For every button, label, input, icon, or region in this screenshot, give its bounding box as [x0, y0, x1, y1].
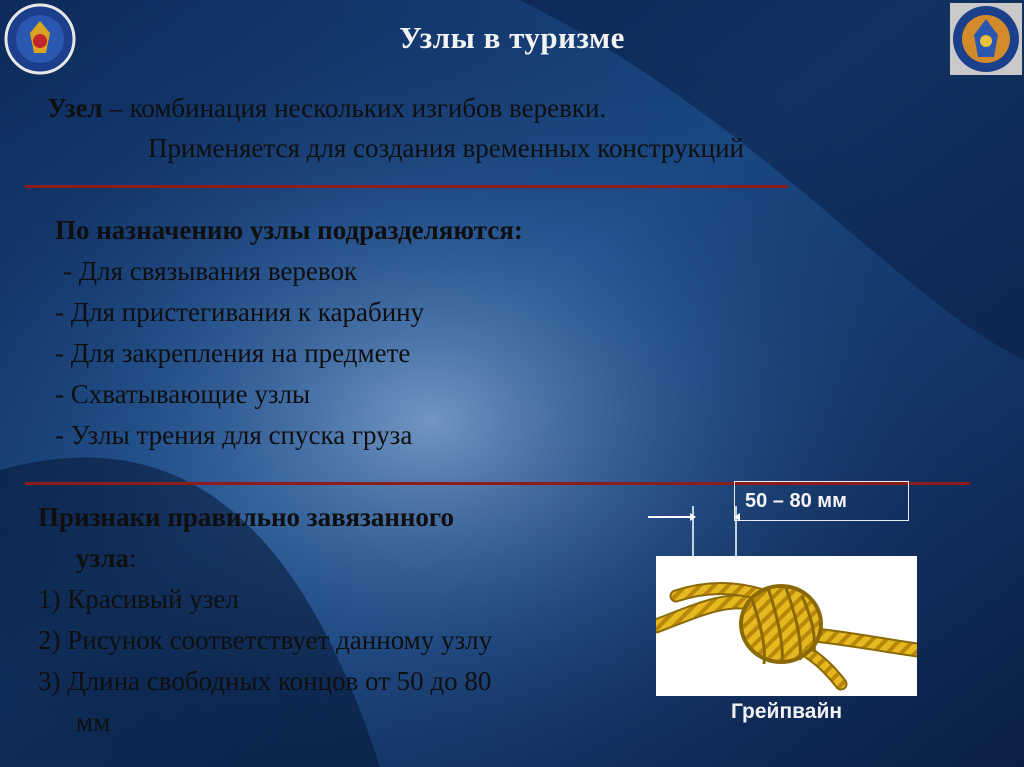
signs-item: 2) Рисунок соответствует данному узлу [38, 625, 493, 655]
page-title: Узлы в туризме [399, 20, 625, 55]
dimension-arrows-icon [640, 490, 760, 560]
definition-text: – комбинация нескольких изгибов веревки. [102, 93, 607, 123]
signs-item-continuation: мм [76, 707, 111, 737]
categories-item: - Для пристегивания к карабину [55, 297, 425, 327]
definition-term: Узел [47, 93, 103, 123]
categories-item: - Узлы трения для спуска груза [55, 420, 413, 450]
signs-heading-colon: : [129, 543, 137, 573]
signs-heading-word: узла [76, 543, 129, 573]
categories-item: - Для закрепления на предмете [55, 338, 411, 368]
divider-line [25, 185, 788, 188]
categories-heading: По назначению узлы подразделяются: [55, 215, 523, 245]
signs-item: 3) Длина свободных концов от 50 до 80 [38, 666, 492, 696]
signs-heading-line-2 [38, 538, 638, 579]
definition-block [47, 88, 927, 168]
measure-label: 50 – 80 мм [745, 490, 847, 512]
definition-line-1 [47, 93, 606, 123]
categories-block [55, 210, 655, 456]
definition-line-2: Применяется для создания временных конструкций [148, 133, 744, 163]
knot-illustration [656, 556, 917, 696]
signs-heading-line-1: Признаки правильно завязанного [38, 502, 455, 532]
knot-caption: Грейпвайн [730, 700, 843, 723]
categories-item: - Для связывания веревок [63, 256, 358, 286]
categories-item: - Схватывающие узлы [55, 379, 311, 409]
grapevine-knot-icon [656, 556, 917, 696]
signs-item: 1) Красивый узел [38, 584, 239, 614]
signs-block [38, 497, 638, 743]
